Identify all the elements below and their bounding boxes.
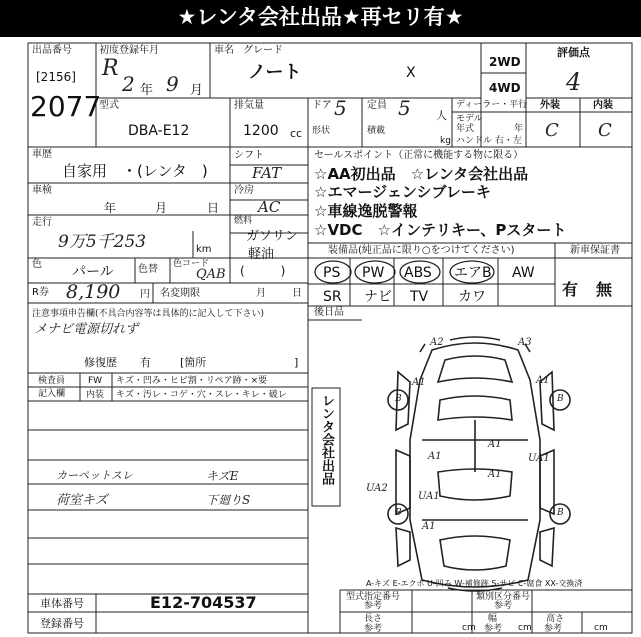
vertical-rental-label: レンタ会社出品 [319, 394, 334, 485]
equipment-airbag: エアB [454, 265, 492, 281]
car-grade: X [406, 65, 416, 81]
height-label: 高さ [546, 614, 565, 624]
history-label: 車歴 [32, 149, 52, 160]
sales-point-line-1: ☆AA初出品 ☆レンタ会社出品 [314, 165, 529, 183]
sales-point-line-4: ☆VDC ☆インテリキー、Pスタート [314, 221, 567, 239]
equipment-abs: ABS [404, 265, 432, 281]
equipment-label: 装備品(純正品に限り○をつけてください) [328, 245, 515, 256]
width-ref: 参考 [484, 624, 503, 634]
mileage-label: 走行 [32, 217, 52, 228]
exterior-grade: C [545, 120, 559, 141]
warranty-label: 新車保証書 [570, 245, 620, 256]
ac-label: 冷房 [234, 185, 254, 196]
grade-label: グレード [243, 45, 283, 56]
rear-items-label: 後日品 [314, 307, 344, 318]
doors-value: 5 [334, 96, 347, 120]
height-unit: cm [594, 623, 608, 633]
lot-number: 2077 [30, 90, 102, 123]
car-name-label: 車名 [214, 45, 234, 56]
equipment-sr: SR [323, 289, 342, 305]
drive-2wd: 2WD [489, 55, 521, 69]
diagram-mark-front-a3: A3 [518, 337, 532, 348]
lot-number-label: 出品番号 [32, 45, 72, 56]
equipment-ps: PS [323, 265, 341, 281]
capacity-value: 5 [398, 96, 411, 120]
diagram-legend: A-キズ E-エクボ U-凹み W-補修跡 S-サビ C-腐食 XX-交換済 [366, 579, 583, 588]
remark-right-1: キズE [206, 469, 239, 483]
equipment-aw: AW [512, 265, 535, 281]
inspector-label-1: 検査員 [38, 376, 66, 386]
inspection-label: 車検 [32, 185, 52, 196]
sales-point-line-3: ☆車線逸脱警報 [314, 202, 418, 220]
chassis-number-label: 車体番号 [40, 597, 84, 610]
mileage-value: 9万5千253 [58, 232, 147, 252]
repair-location-label: [箇所 [180, 356, 207, 369]
inspection-month-unit: 月 [155, 201, 168, 215]
model-year-suffix: 年 [514, 124, 524, 134]
remark-right-2: 下廻りS [206, 493, 251, 507]
inspector-fw-text: キズ・凹み・ヒビ割・リペア跡・×要 [116, 376, 268, 386]
inspection-year-unit: 年 [104, 201, 117, 215]
diagram-mark-right-ua1: UA1 [528, 453, 550, 464]
fuel-label: 燃料 [234, 216, 253, 226]
displacement-value: 1200 [243, 123, 279, 139]
mileage-unit: km [196, 244, 212, 255]
classification-ref: 参考 [494, 601, 513, 611]
color-label: 色 [32, 259, 42, 270]
width-unit: cm [518, 623, 532, 633]
shift-label: シフト [234, 150, 264, 161]
first-registration-label: 初度登録年月 [99, 45, 159, 56]
shape-label: 形状 [312, 126, 331, 136]
recycle-unit: 円 [140, 289, 150, 300]
notes-text: メナビ電源切れず [34, 322, 139, 337]
registration-era: R [102, 56, 119, 81]
inspector-fw-label: FW [88, 376, 103, 386]
diagram-mark-front-a2: A2 [430, 337, 444, 348]
inspector-interior-text: キズ・汚レ・コゲ・穴・スレ・キレ・破レ [116, 390, 287, 400]
capacity-label: 定員 [367, 100, 387, 111]
diagram-mark-left-ua1: UA1 [418, 491, 440, 502]
recycle-value: 8,190 [66, 281, 121, 303]
registration-number-label: 登録番号 [40, 617, 84, 630]
diagram-mark-wheel-fl: B [395, 394, 402, 404]
fuel-gasoline: ガソリン [246, 229, 299, 244]
diagram-mark-wheel-rl: B [395, 508, 402, 518]
classification-label: 類別区分番号 [476, 592, 531, 602]
exterior-grade-label: 外装 [540, 100, 560, 111]
doors-label: ドア [312, 100, 332, 111]
diagram-mark-left-ua2: UA2 [366, 483, 388, 494]
shift-value: FAT [252, 164, 282, 182]
warranty-no: 無 [596, 280, 613, 299]
fuel-other: ( ) [240, 264, 286, 278]
car-name: ノート [248, 62, 302, 83]
color-value: パール [72, 264, 114, 280]
model-code: DBA-E12 [128, 123, 190, 139]
registration-month: 9 [166, 72, 179, 96]
equipment-leather: カワ [458, 289, 486, 305]
diagram-mark-left-a1: A1 [412, 377, 426, 388]
remark-left-1: カーペットスレ [56, 469, 133, 482]
name-change-label: 名変期限 [160, 288, 200, 299]
length-label: 長さ [364, 614, 383, 624]
load-label: 積載 [367, 126, 386, 136]
registration-year: 2 [122, 72, 135, 96]
displacement-unit: cc [290, 127, 303, 140]
repair-history-label: 修復歴 [84, 356, 117, 369]
registration-year-unit: 年 [140, 83, 154, 98]
length-ref: 参考 [364, 624, 383, 634]
width-label: 幅 [488, 614, 498, 624]
fuel-diesel: 軽油 [248, 247, 275, 262]
drive-4wd: 4WD [489, 81, 521, 95]
model-year-unit: 年式 [456, 124, 475, 134]
sales-point-line-2: ☆エマージェンシブレーキ [314, 183, 491, 201]
name-change-day: 日 [292, 288, 302, 299]
color-code: QAB [196, 267, 226, 282]
repair-history-value: 有 [140, 356, 151, 369]
inspector-label-2: 記入欄 [38, 389, 66, 399]
banner-title: ★レンタ会社出品★再セリ有★ [177, 5, 464, 29]
model-year-label: モデル [456, 114, 483, 124]
lot-sub-number: [2156] [36, 70, 76, 84]
height-ref: 参考 [544, 624, 563, 634]
load-unit: kg [440, 136, 451, 146]
diagram-mark-rear-a1: A1 [422, 521, 436, 532]
repair-location-close: ] [294, 356, 299, 369]
equipment-navi: ナビ [364, 289, 392, 305]
capacity-unit: 人 [436, 109, 447, 122]
designation-ref: 参考 [364, 601, 383, 611]
remark-left-2: 荷室キズ [56, 493, 108, 508]
model-label: 型式 [99, 100, 119, 111]
inspector-interior-label: 内装 [86, 390, 105, 400]
diagram-mark-wheel-rr: B [557, 508, 564, 518]
interior-grade: C [598, 120, 612, 141]
registration-month-unit: 月 [190, 83, 204, 98]
diagram-mark-wheel-fr: B [557, 394, 564, 404]
diagram-mark-right-mid-a1: A1 [488, 439, 502, 450]
history-value: 自家用 ・(レンタ ) [62, 162, 208, 180]
color-change-label: 色替 [138, 264, 158, 275]
name-change-month: 月 [256, 288, 266, 299]
sales-points-label: セールスポイント（正常に機能する物に限る） [314, 150, 524, 161]
diagram-mark-center-a1: A1 [428, 451, 442, 462]
ac-value: AC [258, 198, 281, 216]
length-unit: cm [462, 623, 476, 633]
overall-grade: 4 [566, 68, 582, 96]
chassis-number: E12-704537 [150, 593, 257, 612]
dealer-label: ディーラー・平行 [456, 100, 528, 110]
diagram-mark-right-a1: A1 [536, 375, 550, 386]
equipment-pw: PW [362, 265, 385, 281]
interior-grade-label: 内装 [593, 100, 613, 111]
overall-grade-label: 評価点 [557, 46, 590, 59]
displacement-label: 排気量 [234, 100, 264, 111]
inspection-day-unit: 日 [207, 201, 220, 215]
color-code-label: 色コード [173, 259, 210, 269]
designation-label: 型式指定番号 [346, 592, 401, 602]
diagram-mark-roof-a1: A1 [488, 469, 502, 480]
notes-label: 注意事項申告欄(不具合内容等は具体的に記入して下さい) [32, 309, 265, 319]
handle-label: ハンドル 右・左 [456, 136, 522, 146]
warranty-yes: 有 [562, 280, 579, 299]
equipment-tv: TV [410, 289, 429, 305]
recycle-label: R券 [32, 287, 49, 298]
